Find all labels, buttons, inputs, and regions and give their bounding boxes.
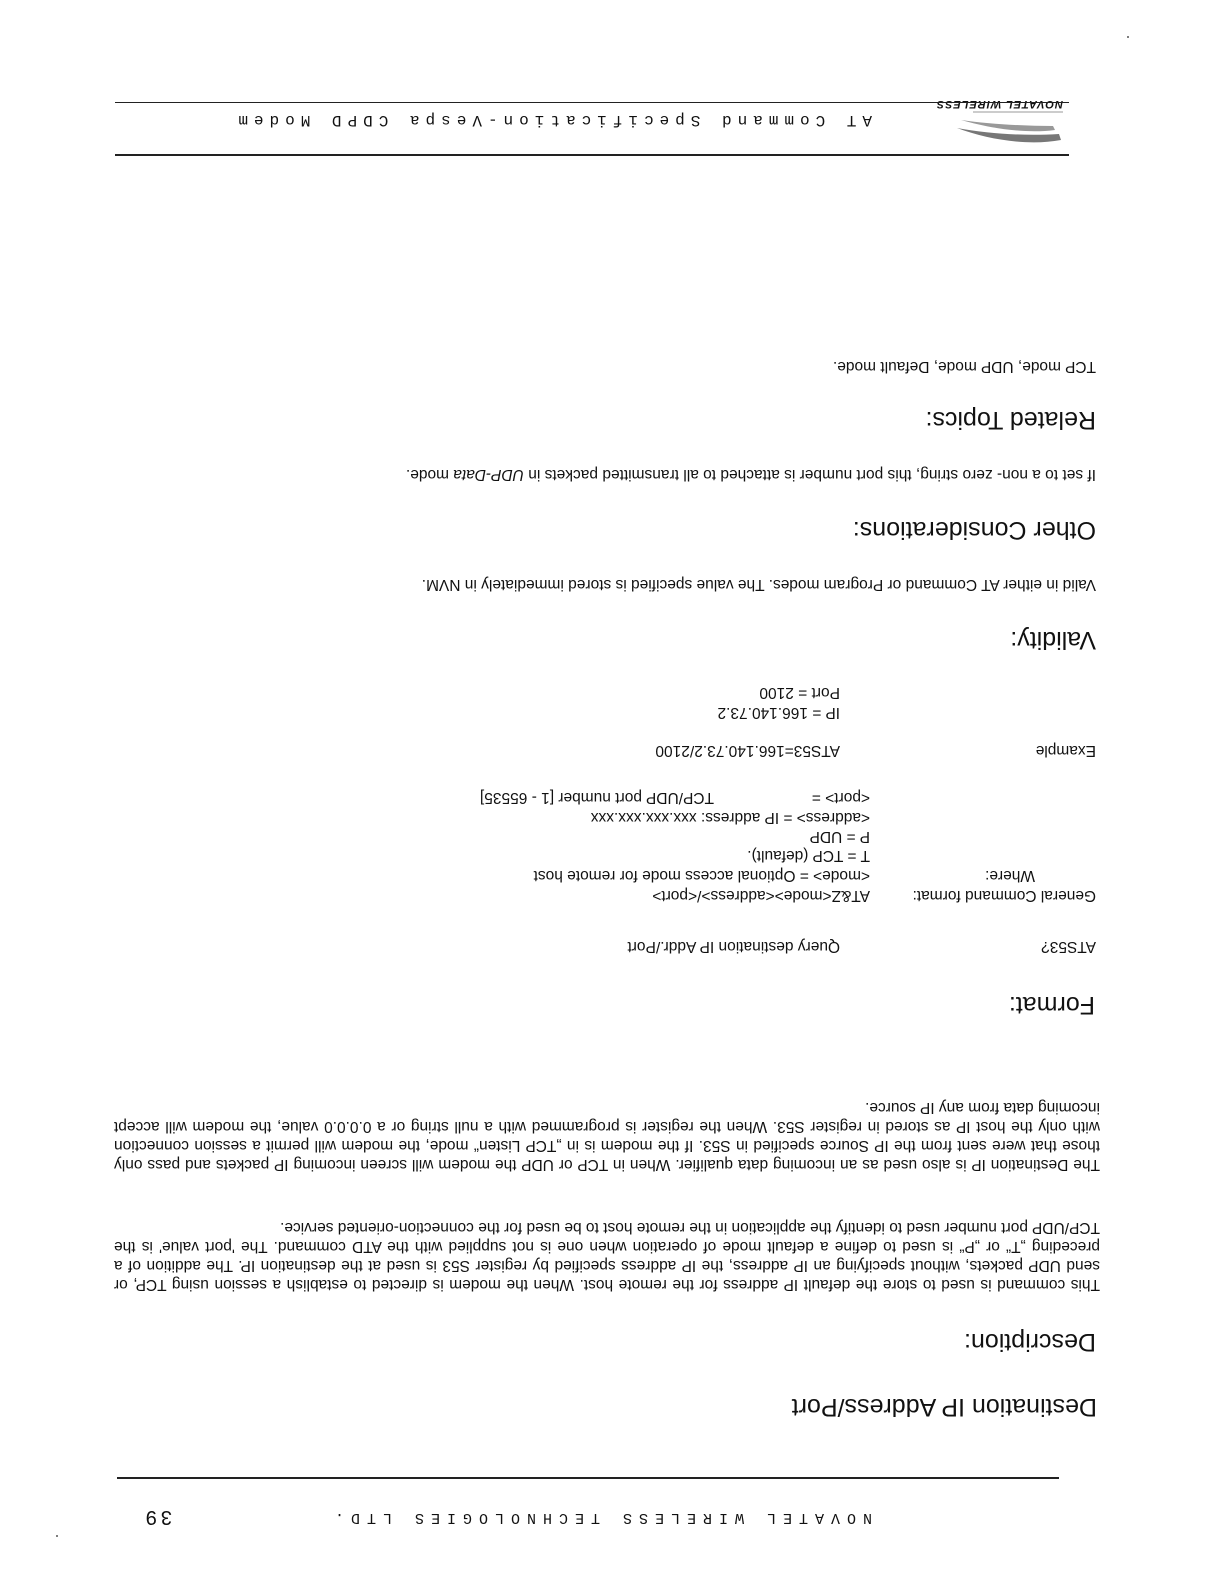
- description-paragraph-1: This command is used to store the default IP address for the remote host. When the modem is directed to establish a session using TCP, or send UDP packets, without specifying an IP address, the IP address specified by register S53 is used at the destination IP. The addition of a preceding „T“ or „P“ is used to define a default mode of operation when one is not supplied with the ATD command. The 'port value' is the TCP/UDP port number used to identify the application in the remote host to be used for the connection-oriented service.: [114, 1219, 1100, 1293]
- scan-speck: [1127, 36, 1129, 38]
- other-considerations-text: If set to a non- zero string, this port number is attached to all transmitted packets in UDP-Data mode.: [405, 466, 1096, 483]
- scan-speck: [56, 1535, 58, 1537]
- query-description: Query destination IP Addr./Port: [627, 938, 840, 955]
- port-label: <port> =: [811, 789, 870, 806]
- query-command: ATS53?: [1041, 938, 1096, 955]
- other-considerations-heading: Other Considerations:: [852, 516, 1096, 544]
- document-title: AT Command Specification-Vespa CDPD Modem: [232, 111, 872, 129]
- udp-data-mode: UDP-Data: [453, 466, 524, 483]
- related-topics-text: TCP mode, UDP mode, Default mode.: [832, 358, 1096, 375]
- where-label: Where:: [985, 867, 1035, 884]
- footer-rule: [117, 1477, 1059, 1479]
- novatel-logo: [935, 98, 1069, 148]
- address-definition: <address> = IP address: xxx.xxx.xxx.xxx: [590, 809, 870, 826]
- header-rule-bottom: [115, 102, 1069, 103]
- page-number: 39: [141, 1506, 172, 1528]
- example-ip: IP = 166.140.73.2: [717, 704, 840, 721]
- validity-text: Valid in either AT Command or Program modes. The value specified is stored immediately in NVM.: [421, 576, 1096, 593]
- page-title: Destination IP Address/Port: [791, 1393, 1097, 1421]
- example-label: Example: [1035, 742, 1096, 759]
- validity-heading: Validity:: [1010, 626, 1096, 654]
- tcp-definition: T = TCP (default).: [747, 847, 870, 864]
- general-format-label: General Command format:: [912, 887, 1096, 904]
- description-heading: Description:: [964, 1328, 1096, 1356]
- example-port: Port = 2100: [759, 684, 840, 701]
- udp-definition: P = UDP: [809, 828, 870, 845]
- logo-brand-text: NOVATEL WIRELESS: [935, 98, 1063, 110]
- related-topics-heading: Related Topics:: [925, 406, 1096, 434]
- footer-company: NOVATEL WIRELESS TECHNOLOGIES LTD.: [327, 1509, 872, 1526]
- example-command: ATS53=166.140.73.2/2100: [655, 742, 840, 759]
- mode-definition: <mode> = Optional access mode for remote host: [533, 867, 870, 884]
- description-paragraph-2: The Destination IP is also used as an incoming data qualifier. When in TCP or UDP the modem will screen incoming IP packets and pass only those that were sent from the IP Source specified in S53. If the modem is in „TCP Listen“ mode, the modem will permit a session connection with only the host IP as stored in register S53. When the register is programmed with a null string or a 0.0.0.0 value, the modem will accept incoming data from any IP source.: [114, 1099, 1100, 1173]
- header-rule-top: [115, 154, 1069, 156]
- general-format-value: AT&Z<mode><address>/<port>: [652, 887, 870, 904]
- format-heading: Format:: [1008, 991, 1095, 1019]
- port-definition: TCP/UDP port number [1 - 65535]: [479, 789, 714, 806]
